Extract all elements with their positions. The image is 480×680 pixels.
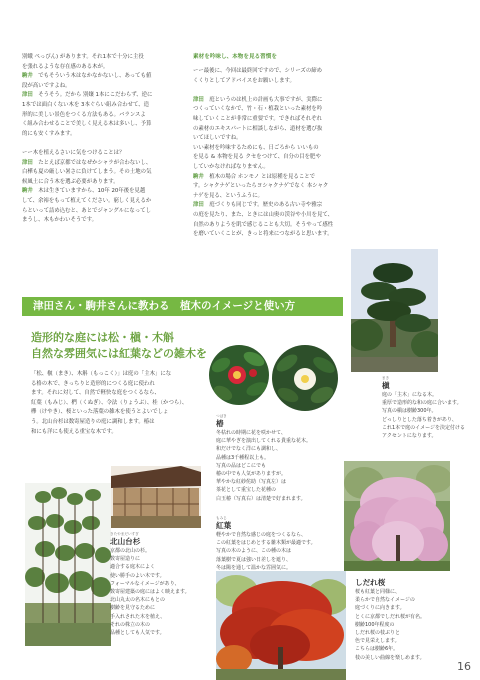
line-text: 自然のありようを肌で感じることも大切。そうやって感性	[193, 221, 334, 228]
caption-line: 写真の木のように、この種の木は	[216, 548, 292, 555]
caption-kitayama-title: 北山台杉	[110, 537, 141, 546]
camellia-white-image	[272, 345, 338, 411]
section-body	[31, 370, 207, 437]
body-line: 和にも洋にも使える重宝な木です。	[31, 428, 117, 435]
line-text: 味していくことが非常に重要です。できればそれぞれ	[193, 115, 322, 122]
body-line: 「松、槇（まき）、木斛（もっこく）」は庭の「主木」にな	[31, 371, 172, 377]
text-line	[22, 101, 180, 111]
line-text: でもそういう木はなかなかないし、あっても値	[38, 73, 152, 80]
line-text: く組み合わせることで美しく見える木は多いし、予算	[22, 121, 152, 128]
caption-line: 使い勝手のよい木です。	[110, 572, 165, 579]
body-line: う。北山台杉は数寄屋造りの庭に調和します。椿は	[31, 418, 155, 425]
caption-line: 北山丸太の名木にもとの	[110, 597, 166, 604]
line-text: ーー木を植えるさいに気をつけることは？	[22, 149, 125, 156]
line-text: たとえば京都ではなぜかシャラが合わないし、	[38, 159, 152, 166]
caption-line: 桜も紅葉と同様に、	[355, 589, 401, 595]
caption-line: こちらは樹齢6年。	[355, 646, 399, 653]
caption-line: とくに京都でしだれ桜が有名。	[355, 613, 426, 620]
text-line	[22, 63, 180, 73]
text-line	[193, 163, 351, 173]
text-line	[193, 105, 351, 115]
caption-line: 庭の「主木」になる木。	[382, 392, 438, 398]
line-text: を張れるような存在感のある木が。	[22, 63, 109, 70]
caption-shidarezakura	[355, 578, 455, 662]
line-text	[193, 87, 195, 93]
caption-momiji-title: 紅葉	[216, 521, 232, 530]
caption-line: 品種は3千種程以上も。	[216, 454, 270, 461]
caption-line: 品種としても人気です。	[110, 630, 165, 637]
text-line	[193, 230, 351, 240]
caption-line: フォーマルなイメージがあり、	[110, 580, 180, 587]
caption-shidarezakura-title: しだれ桜	[355, 578, 386, 587]
body-line: 紅葉（もみじ）、椚（くぬぎ）、令法（りょうぶ）、桂（かつら）、	[31, 399, 188, 406]
text-line	[22, 187, 180, 197]
section-heading	[31, 330, 211, 362]
text-line	[193, 144, 351, 154]
caption-line: 適合する庭木によく	[110, 564, 156, 571]
column-left	[22, 53, 180, 226]
line-text: 庭というのは机上の計画も大事ですが、実際に	[209, 96, 323, 103]
text-line	[193, 201, 351, 211]
page-number: 16	[457, 660, 471, 673]
text-line	[22, 178, 180, 188]
kitayama-building-image	[111, 466, 201, 528]
caption-kitayama-text	[110, 547, 204, 637]
caption-line: 和だけでなく洋にも調和し、	[216, 446, 282, 453]
section-banner-title: 津田さん・駒井さんに教わる 植木のイメージと使い方	[33, 300, 296, 312]
maki-tree-image	[351, 249, 438, 372]
speaker-name: 駒井	[22, 73, 33, 80]
line-text: の素材のエキスパートに相談しながら、道材を選び抜	[193, 125, 323, 132]
caption-maki	[382, 376, 480, 440]
caption-line: 数寄屋建築の庭にはよく映えます。	[110, 589, 190, 596]
speaker-name: 津田	[193, 96, 204, 103]
text-line	[22, 216, 180, 226]
caption-line: 落葉樹で夏は強い日差しを遮り、	[216, 556, 292, 563]
text-line	[22, 159, 180, 169]
body-line: る格の木で、きっちりと造形的につくる庭に使われ	[31, 380, 155, 387]
caption-line: 白玉椿（写真右）は清楚で好まれます。	[216, 495, 306, 502]
line-text: 形的に美しい景色をつくる方法もある。バランスよ	[22, 111, 146, 118]
caption-line: 色で見栄えします。	[355, 638, 400, 645]
text-line	[193, 182, 351, 192]
text-line	[22, 130, 180, 140]
text-line	[22, 91, 180, 101]
caption-maki-text	[382, 391, 480, 440]
caption-line: 枝の美しい曲線を楽しめます。	[355, 654, 425, 661]
text-line	[193, 125, 351, 135]
line-text: 別蛾 ぺっぴん) があります。それ1本で十分に主役	[22, 54, 144, 60]
momiji-image	[216, 571, 346, 680]
line-text: 的にも安くすみます。	[22, 130, 76, 137]
caption-line: 華やかな紅紗侘助（写真左）は	[216, 479, 287, 486]
speaker-name: 駒井	[193, 173, 204, 180]
line-text: らといって詰め込むと、あとでジャングルになってし	[22, 207, 151, 214]
line-text: 木は生きていますから、10年 20年後を見越	[38, 188, 146, 195]
line-text: ナゲを見る、というふうに。	[193, 192, 263, 199]
text-line	[193, 96, 351, 106]
caption-line: この紅葉をはじめとする雑木類が最適です。	[216, 540, 316, 547]
text-line	[22, 72, 180, 82]
line-text: して、余裕をもって植えてください。窮しく見えるか	[22, 197, 152, 204]
caption-line: しだれ桜の枝ぶりと	[355, 630, 401, 637]
body-line: 欅（けやき）、桜といった落葉の雑木を使うとよいでしょ	[31, 409, 169, 416]
caption-shidarezakura-text	[355, 588, 455, 662]
caption-line: 庭に華やぎを演出してくれる貴重な花木。	[216, 438, 312, 445]
photo-momiji	[216, 571, 346, 680]
caption-line: 冬は陽を通して温かな雰囲気に。	[216, 564, 292, 571]
line-text: を見る & 本物を見る クセをつけて、自分の目を肥や	[193, 154, 321, 161]
caption-line: 冬枯れの時期に花を咲かせて、	[216, 430, 286, 436]
photo-kitayama-cedar	[25, 483, 111, 646]
camellia-red-image	[209, 345, 269, 405]
text-line	[22, 139, 180, 149]
kitayama-cedar-image	[25, 483, 111, 646]
text-line	[22, 207, 180, 217]
section-heading-line2: 自然な雰囲気には紅葉などの雑木を	[31, 347, 207, 360]
caption-line: 茶花として重宝した花種の	[216, 487, 277, 494]
text-line	[22, 120, 180, 130]
line-text: つくっていくなかで、竹・石・植栽といった素材を吟	[193, 106, 323, 113]
caption-maki-title: 槇	[382, 381, 390, 390]
text-line	[193, 153, 351, 163]
speaker-name: 津田	[193, 202, 204, 209]
speaker-name: 駒井	[22, 188, 33, 195]
text-line	[193, 115, 351, 125]
caption-line: 数寄屋造りに	[110, 556, 141, 563]
caption-line: 写真の品はどこにでも	[216, 462, 267, 469]
line-text: ーー最後に、今回は最終回ですので、シリーズの締め	[193, 68, 322, 74]
caption-line: 柔らかで自然なイメージの	[355, 597, 415, 604]
line-text	[22, 140, 24, 146]
line-text: くくりとしてアドバイスをお願いします。	[193, 77, 295, 84]
caption-maki-ruby: まき	[382, 376, 390, 380]
caption-line: 写真の槇は樹齢300年。	[382, 408, 437, 415]
caption-line: それの株立の木の	[110, 621, 151, 628]
caption-line: アクセントになります。	[382, 433, 437, 440]
text-line	[22, 53, 180, 63]
caption-line: 重厚で造形的な和の庭に合います。	[382, 400, 462, 407]
speaker-name: 津田	[22, 159, 33, 166]
section-body-text	[31, 370, 207, 437]
caption-line: 京都の北山の杉。	[110, 548, 151, 554]
text-line	[193, 86, 351, 96]
line-text: の庭を見たり、また、ときには山奥の渓谷や小川を見て、	[193, 211, 334, 218]
line-text: まうし、木もかわいそうです。	[22, 217, 98, 224]
text-line	[193, 173, 351, 183]
caption-kitayama-ruby: きたやまだいすぎ	[110, 532, 139, 536]
line-text: す。シャクナゲといったらヨシャクナゲでなく 本シャク	[193, 183, 329, 190]
caption-tsubaki-ruby: つばき	[216, 414, 227, 418]
caption-tsubaki-title: 椿	[216, 419, 224, 428]
caption-line: 手入れされた木を植え、	[110, 613, 166, 620]
line-text: そうそう。だから 別嬢 1本にこだわらず、逆に	[38, 92, 153, 99]
text-line	[22, 111, 180, 121]
line-text: 植木の場合 ホンモノ とは原種を見ることで	[209, 173, 315, 180]
photo-shidarezakura	[344, 461, 450, 571]
section-heading-line1: 造形的な庭には松・槇・木斛	[31, 331, 174, 344]
text-line	[193, 211, 351, 221]
text-line	[22, 168, 180, 178]
text-line	[193, 192, 351, 202]
line-text: 段が高いですよね。	[22, 82, 71, 89]
caption-line: これ1本で庭のイメージを決定付ける	[382, 424, 466, 431]
section-banner	[22, 297, 343, 316]
text-line	[22, 149, 180, 159]
text-line	[193, 221, 351, 231]
caption-line: 椿の中でも人気がありますが。	[216, 471, 287, 478]
line-text: 白樺も夏の厳しい暑さに負けてしまう。その土地の気	[22, 169, 152, 176]
photo-camellia-red	[209, 345, 269, 405]
line-text: 候風土に合う木を選ぶ必要があります。	[22, 178, 119, 185]
shidarezakura-image	[344, 461, 450, 571]
caption-line: 樹齢を見守るために	[110, 605, 156, 612]
caption-line: どっしりとした落ち着きがあり、	[382, 416, 457, 423]
column-left-text	[22, 53, 180, 226]
text-line	[193, 77, 351, 87]
caption-tsubaki	[216, 414, 326, 503]
line-text: いてほしいですね。	[193, 135, 242, 142]
caption-line: 庭づくりに向きます。	[355, 605, 405, 612]
section-subtitle: 素材を吟味し、本物を見る習慣を	[193, 54, 277, 60]
caption-tsubaki-text	[216, 429, 326, 503]
caption-momiji-ruby: もみじ	[216, 516, 227, 520]
text-line	[193, 134, 351, 144]
line-text: いい素材を吟味するためにも、日ごろから いいもの	[193, 144, 319, 151]
caption-kitayama	[110, 532, 204, 637]
caption-line: 樹齢100年程度の	[355, 621, 395, 628]
caption-line: 軽やかで自然な感じの庭をつくるなら、	[216, 532, 307, 538]
photo-maki-tree	[351, 249, 438, 372]
line-text: 1本では面白くない木を 3本ぐらい組み合わせて、造	[22, 101, 150, 108]
body-line: ます。それに対して、自然で軽快な庭をつくるなら、	[31, 390, 160, 397]
column-right-text	[193, 67, 351, 240]
photo-camellia-white	[272, 345, 338, 411]
text-line	[22, 197, 180, 207]
speaker-name: 津田	[22, 92, 33, 99]
text-line	[193, 67, 351, 77]
line-text: 庭づくりも同じです。歴史のある古い寺や雅宗	[209, 202, 322, 209]
text-line	[22, 82, 180, 92]
column-right	[193, 53, 351, 240]
line-text: していかなければなりません。	[193, 163, 269, 170]
line-text: を磨いていくことが、きっと将来につながると思います。	[193, 231, 333, 238]
photo-kitayama-building	[111, 466, 201, 528]
